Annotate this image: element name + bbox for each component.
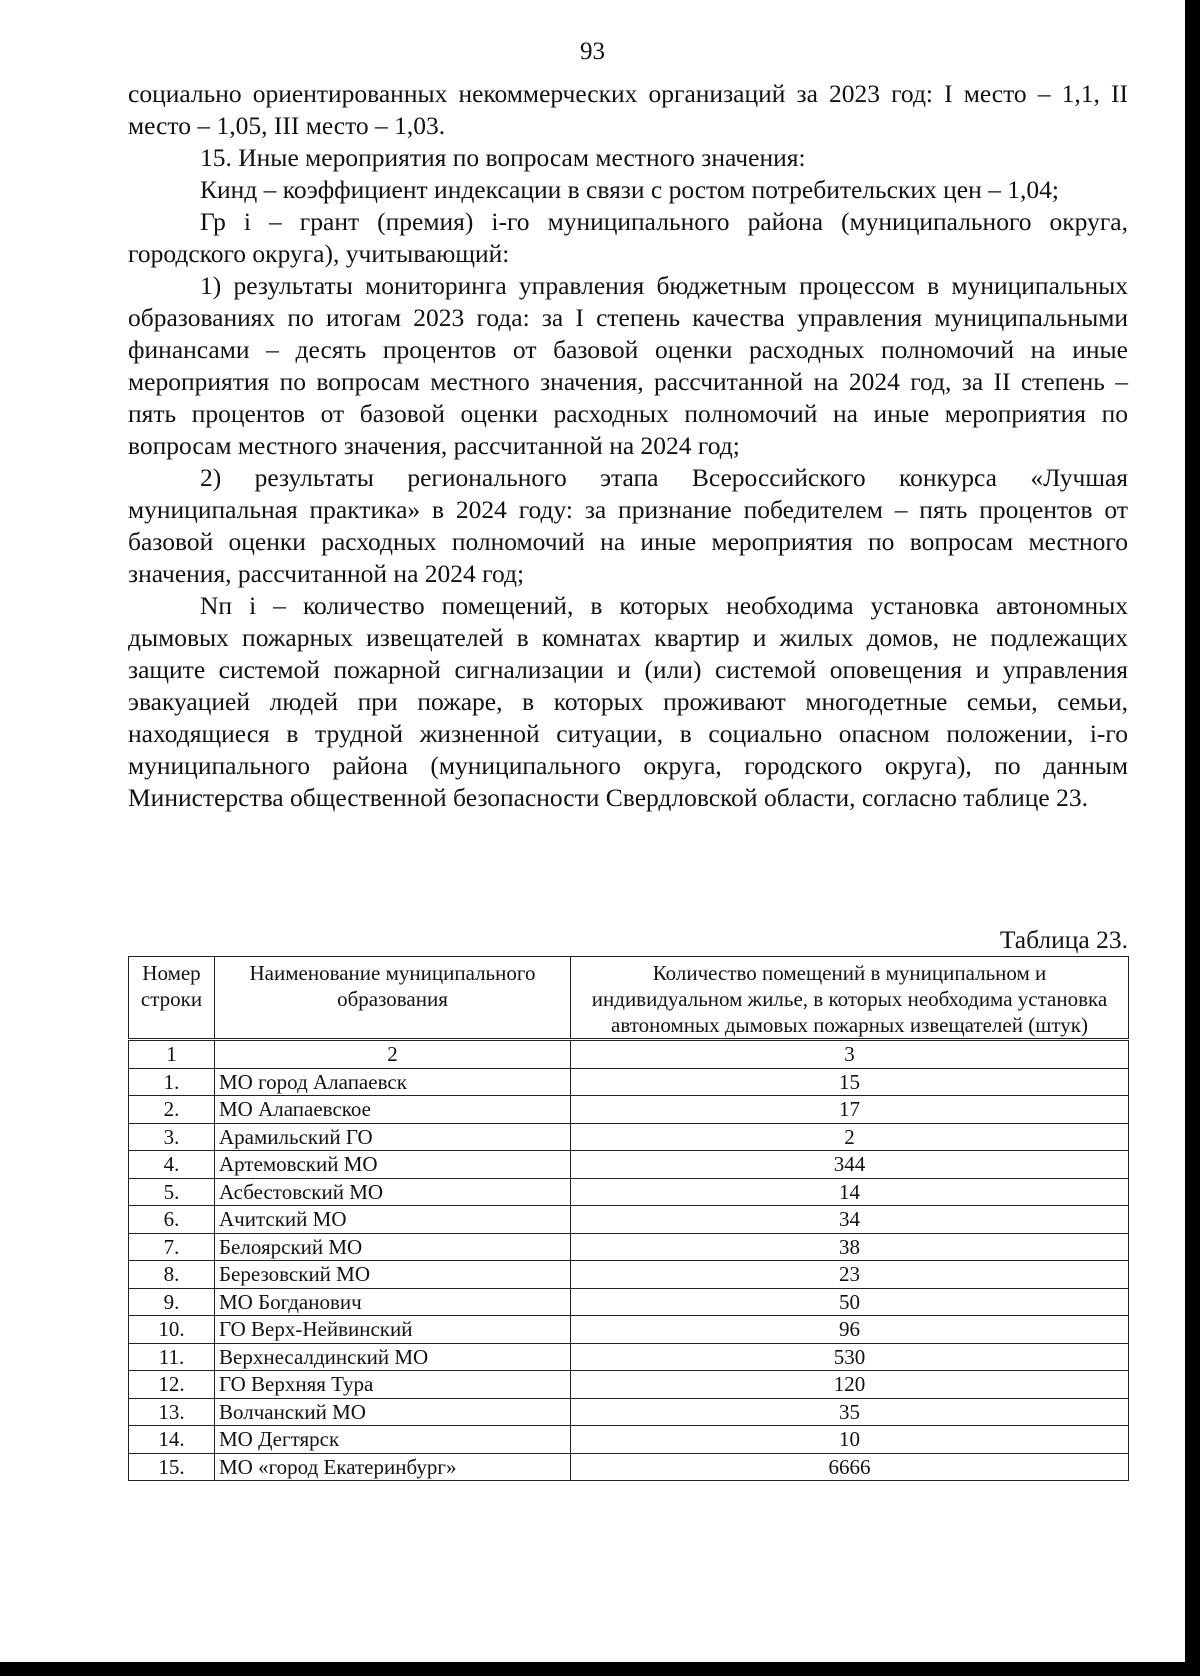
table-row [129, 1068, 1129, 1096]
header-row-number: Номер строки [129, 957, 215, 1040]
table-row [129, 1233, 1129, 1261]
municipality-cell: МО «город Екатеринбург» [215, 1453, 571, 1481]
row-number-cell: 5. [129, 1178, 215, 1206]
table-caption: Таблица 23. [999, 925, 1128, 954]
room-count-cell: 17 [571, 1096, 1129, 1124]
table-row [129, 1371, 1129, 1399]
row-number-cell: 6. [129, 1206, 215, 1234]
header-municipality: Наименование муниципального образования [215, 957, 571, 1040]
table-row [129, 1288, 1129, 1316]
municipality-cell: МО Богданович [215, 1288, 571, 1316]
row-number-cell: 13. [129, 1398, 215, 1426]
room-count-cell: 120 [571, 1371, 1129, 1399]
paragraph: Гр i – грант (премия) i-го муниципального района (муниципального округа, городского округа), учитывающий: [128, 207, 1128, 268]
table-row [129, 1096, 1129, 1124]
header-room-count: Количество помещений в муниципальном и индивидуальном жилье, в которых необходима установка автономных дымовых пожарных извещателей (штук) [571, 957, 1129, 1040]
paragraph: 1) результаты мониторинга управления бюджетным процессом в муниципальных образованиях по итогам 2023 года: за I степень качества управления муниципальными финансами – десять процентов от базовой оценки расходных полномочий на иные мероприятия по вопросам местного значения, рассчитанной на 2024 год, за II степень – пять процентов от базовой оценки расходных полномочий на иные мероприятия по вопросам местного значения, рассчитанной на 2024 год; [128, 271, 1128, 460]
municipality-cell: Артемовский МО [215, 1151, 571, 1179]
body-text [128, 78, 1128, 814]
paragraph: Nп i – количество помещений, в которых необходима установка автономных дымовых пожарных извещателей в комнатах квартир и жилых домов, не подлежащих защите системой пожарной сигнализации и (или) системой оповещения и управления эвакуацией людей при пожаре, в которых проживают многодетные семьи, семьи, находящиеся в трудной жизненной ситуации, в социально опасном положении, i-го муниципального района (муниципального округа, городского округа), по данным Министерства общественной безопасности Свердловской области, согласно таблице 23. [128, 591, 1128, 812]
municipality-cell: Волчанский МО [215, 1398, 571, 1426]
municipality-cell: Асбестовский МО [215, 1178, 571, 1206]
municipality-cell: Белоярский МО [215, 1233, 571, 1261]
room-count-cell: 10 [571, 1426, 1129, 1454]
room-count-cell: 15 [571, 1068, 1129, 1096]
page-number: 93 [580, 38, 605, 65]
municipality-cell: ГО Верх-Нейвинский [215, 1316, 571, 1344]
data-table [128, 956, 1129, 1481]
room-count-cell: 530 [571, 1343, 1129, 1371]
room-count-cell: 2 [571, 1123, 1129, 1151]
row-number-cell: 1. [129, 1068, 215, 1096]
table-row [129, 1261, 1129, 1289]
municipality-cell: МО город Алапаевск [215, 1068, 571, 1096]
table-row [129, 1316, 1129, 1344]
municipality-cell: ГО Верхняя Тура [215, 1371, 571, 1399]
paragraph: 15. Иные мероприятия по вопросам местного значения: [200, 143, 806, 172]
table-row [129, 1343, 1129, 1371]
municipality-cell: Верхнесалдинский МО [215, 1343, 571, 1371]
room-count-cell: 35 [571, 1398, 1129, 1426]
row-number-cell: 3. [129, 1123, 215, 1151]
table-row [129, 1426, 1129, 1454]
column-number: 3 [571, 1040, 1129, 1069]
paragraph: Кинд – коэффициент индексации в связи с ростом потребительских цен – 1,04; [200, 175, 1059, 204]
row-number-cell: 15. [129, 1453, 215, 1481]
room-count-cell: 14 [571, 1178, 1129, 1206]
paragraph: 2) результаты регионального этапа Всероссийского конкурса «Лучшая муниципальная практика» в 2024 году: за признание победителем – пять процентов от базовой оценки расходных полномочий на иные мероприятия по вопросам местного значения, рассчитанной на 2024 год; [128, 463, 1128, 588]
column-number: 1 [129, 1040, 215, 1069]
table-header-row [129, 957, 1129, 1040]
table-row [129, 1398, 1129, 1426]
room-count-cell: 96 [571, 1316, 1129, 1344]
table-row [129, 1206, 1129, 1234]
row-number-cell: 8. [129, 1261, 215, 1289]
row-number-cell: 7. [129, 1233, 215, 1261]
row-number-cell: 4. [129, 1151, 215, 1179]
municipality-cell: МО Алапаевское [215, 1096, 571, 1124]
column-number: 2 [215, 1040, 571, 1069]
row-number-cell: 2. [129, 1096, 215, 1124]
room-count-cell: 6666 [571, 1453, 1129, 1481]
room-count-cell: 344 [571, 1151, 1129, 1179]
room-count-cell: 34 [571, 1206, 1129, 1234]
column-number-row [129, 1040, 1129, 1069]
row-number-cell: 9. [129, 1288, 215, 1316]
row-number-cell: 10. [129, 1316, 215, 1344]
room-count-cell: 38 [571, 1233, 1129, 1261]
municipality-cell: Ачитский МО [215, 1206, 571, 1234]
municipality-cell: МО Дегтярск [215, 1426, 571, 1454]
table-row [129, 1123, 1129, 1151]
municipality-cell: Березовский МО [215, 1261, 571, 1289]
table-row [129, 1453, 1129, 1481]
table-row [129, 1178, 1129, 1206]
row-number-cell: 14. [129, 1426, 215, 1454]
room-count-cell: 50 [571, 1288, 1129, 1316]
paragraph: социально ориентированных некоммерческих организаций за 2023 год: I место – 1,1, II место – 1,05, III место – 1,03. [128, 79, 1128, 140]
table-row [129, 1151, 1129, 1179]
municipality-cell: Арамильский ГО [215, 1123, 571, 1151]
room-count-cell: 23 [571, 1261, 1129, 1289]
row-number-cell: 11. [129, 1343, 215, 1371]
row-number-cell: 12. [129, 1371, 215, 1399]
